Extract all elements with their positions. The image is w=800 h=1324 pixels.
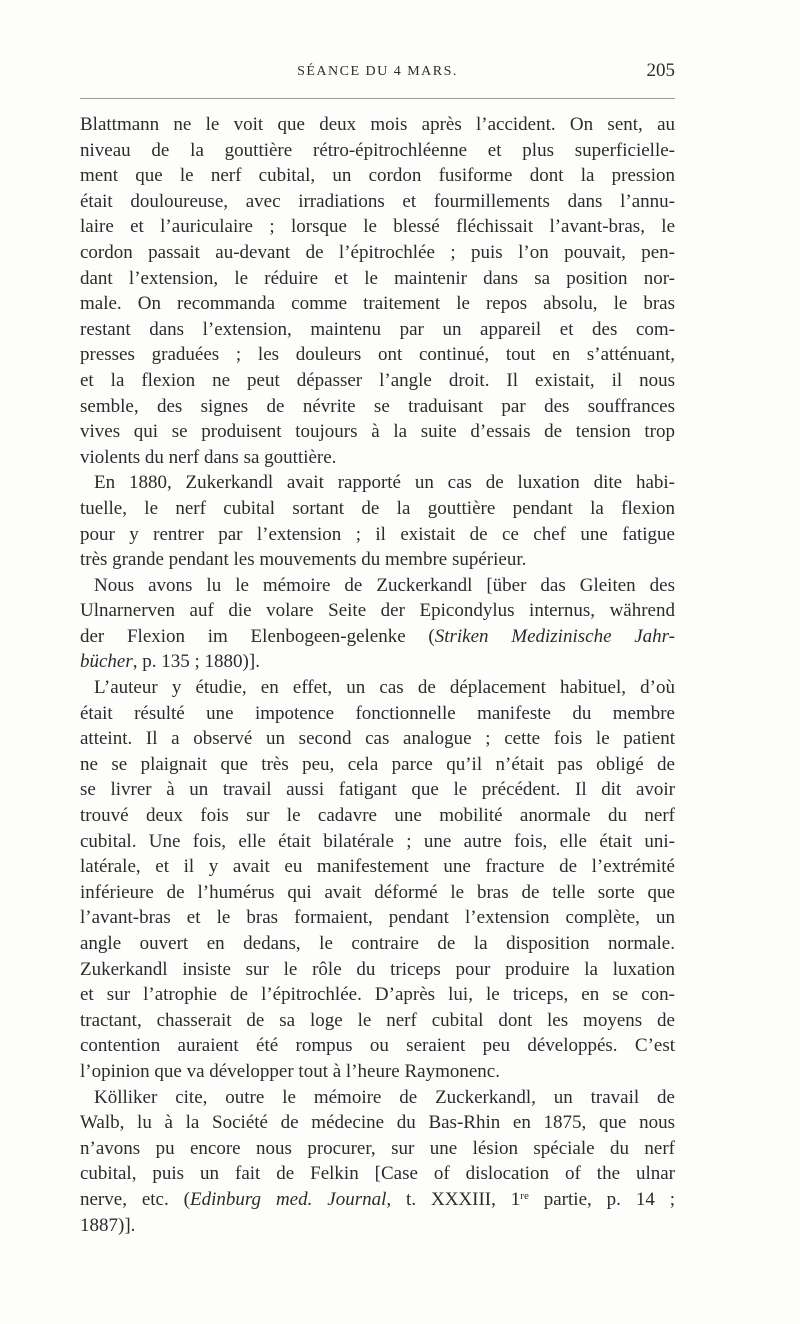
text-line: Walb, lu à la Société de médecine du Bas-Rhin en 1875, que nous bbox=[80, 1112, 675, 1134]
paragraph bbox=[80, 470, 675, 572]
text-line: tractant, chasserait de sa loge le nerf cubital dont les moyens de bbox=[80, 1009, 675, 1031]
text-line: 1887)]. bbox=[80, 1214, 136, 1236]
text-line: était douloureuse, avec irradiations et fourmillements dans l’annu- bbox=[80, 190, 675, 212]
text-line: et la flexion ne peut dépasser l’angle droit. Il existait, il nous bbox=[80, 369, 675, 391]
text-segment: t. XXXIII, 1 bbox=[391, 1188, 521, 1210]
header-rule bbox=[80, 98, 675, 99]
text-line-mixed bbox=[80, 1187, 675, 1213]
text-line: Ulnarnerven auf die volare Seite der Epicondylus internus, während bbox=[80, 600, 675, 622]
paragraph bbox=[80, 573, 675, 675]
text-line: L’auteur y étudie, en effet, un cas de déplacement habituel, d’où bbox=[94, 677, 675, 699]
text-line: laire et l’auriculaire ; lorsque le blessé fléchissait l’avant-bras, le bbox=[80, 216, 675, 238]
text-line: très grande pendant les mouvements du membre supérieur. bbox=[80, 549, 527, 571]
text-line: tuelle, le nerf cubital sortant de la gouttière pendant la flexion bbox=[80, 497, 675, 519]
text-line-mixed bbox=[80, 649, 675, 675]
text-line: Zukerkandl insiste sur le rôle du triceps pour produire la luxation bbox=[80, 958, 675, 980]
paragraph bbox=[80, 112, 675, 470]
italic-title: Edinburg med. Journal, bbox=[189, 1188, 392, 1210]
text-line: était résulté une impotence fonctionnelle manifeste du membre bbox=[80, 702, 675, 724]
paragraph bbox=[80, 675, 675, 1085]
text-line: latérale, et il y avait eu manifestement une fracture de l’extrémité bbox=[80, 856, 675, 878]
text-line: pour y rentrer par l’extension ; il existait de ce chef une fatigue bbox=[80, 523, 675, 545]
text-line: Blattmann ne le voit que deux mois après l’accident. On sent, au bbox=[80, 114, 675, 135]
text-line: male. On recommanda comme traitement le repos absolu, le bras bbox=[80, 293, 675, 315]
running-title: SÉANCE DU 4 MARS. bbox=[297, 64, 458, 79]
text-line: trouvé deux fois sur le cadavre une mobilité anormale du nerf bbox=[80, 805, 675, 827]
body-text bbox=[80, 112, 675, 1238]
text-segment: , p. 135 ; 1880)]. bbox=[132, 651, 260, 673]
text-line: cubital. Une fois, elle était bilatérale ; une autre fois, elle était uni- bbox=[80, 830, 675, 852]
text-line: Nous avons lu le mémoire de Zuckerkandl [über das Gleiten des bbox=[94, 574, 675, 596]
text-line: En 1880, Zukerkandl avait rapporté un cas de luxation dite habi- bbox=[94, 472, 675, 494]
text-line: contention auraient été rompus ou seraient peu développés. C’est bbox=[80, 1035, 675, 1057]
text-line: l’opinion que va développer tout à l’heure Raymonenc. bbox=[80, 1060, 500, 1082]
italic-title: Striken Medizinische Jahr- bbox=[434, 625, 675, 647]
text-line: et sur l’atrophie de l’épitrochlée. D’après lui, le triceps, en se con- bbox=[80, 984, 675, 1006]
text-line: Kölliker cite, outre le mémoire de Zuckerkandl, un travail de bbox=[94, 1086, 675, 1108]
paragraph bbox=[80, 1085, 675, 1239]
text-line: semble, des signes de névrite se traduisant par des souffrances bbox=[80, 395, 675, 417]
text-line: n’avons pu encore nous procurer, sur une lésion spéciale du nerf bbox=[80, 1137, 675, 1159]
text-line: violents du nerf dans sa gouttière. bbox=[80, 446, 337, 468]
text-segment: der Flexion im Elenbogeen-gelenke ( bbox=[80, 625, 435, 647]
text-line: se livrer à un travail aussi fatigant que le précédent. Il dit avoir bbox=[80, 779, 675, 801]
italic-title: bücher bbox=[80, 651, 133, 673]
text-line: ne se plaignait que très peu, cela parce qu’il n’était pas obligé de bbox=[80, 753, 675, 775]
text-line: restant dans l’extension, maintenu par un appareil et des com- bbox=[80, 318, 675, 340]
text-line: presses graduées ; les douleurs ont continué, tout en s’atténuant, bbox=[80, 344, 675, 366]
page-number: 205 bbox=[646, 60, 675, 81]
superscript: re bbox=[520, 1189, 529, 1202]
text-line: l’avant-bras et le bras formaient, pendant l’extension complète, un bbox=[80, 907, 675, 929]
text-line: cordon passait au-devant de l’épitrochlée ; puis l’on pouvait, pen- bbox=[80, 241, 675, 263]
text-line: atteint. Il a observé un second cas analogue ; cette fois le patient bbox=[80, 728, 675, 750]
text-line: inférieure de l’humérus qui avait déformé le bras de telle sorte que bbox=[80, 881, 675, 903]
text-line-mixed bbox=[80, 624, 675, 650]
running-header bbox=[80, 62, 675, 86]
text-line: angle ouvert en dedans, le contraire de la disposition normale. bbox=[80, 933, 675, 954]
text-segment: partie, p. 14 ; bbox=[528, 1188, 675, 1210]
text-line: dant l’extension, le réduire et le maintenir dans sa position nor- bbox=[80, 267, 675, 289]
text-segment: nerve, etc. ( bbox=[80, 1188, 190, 1210]
text-line: vives qui se produisent toujours à la suite d’essais de tension trop bbox=[80, 421, 675, 443]
text-line: ment que le nerf cubital, un cordon fusiforme dont la pression bbox=[80, 165, 675, 187]
text-line: cubital, puis un fait de Felkin [Case of dislocation of the ulnar bbox=[80, 1163, 675, 1185]
text-line: niveau de la gouttière rétro-épitrochléenne et plus superficielle- bbox=[80, 139, 675, 161]
